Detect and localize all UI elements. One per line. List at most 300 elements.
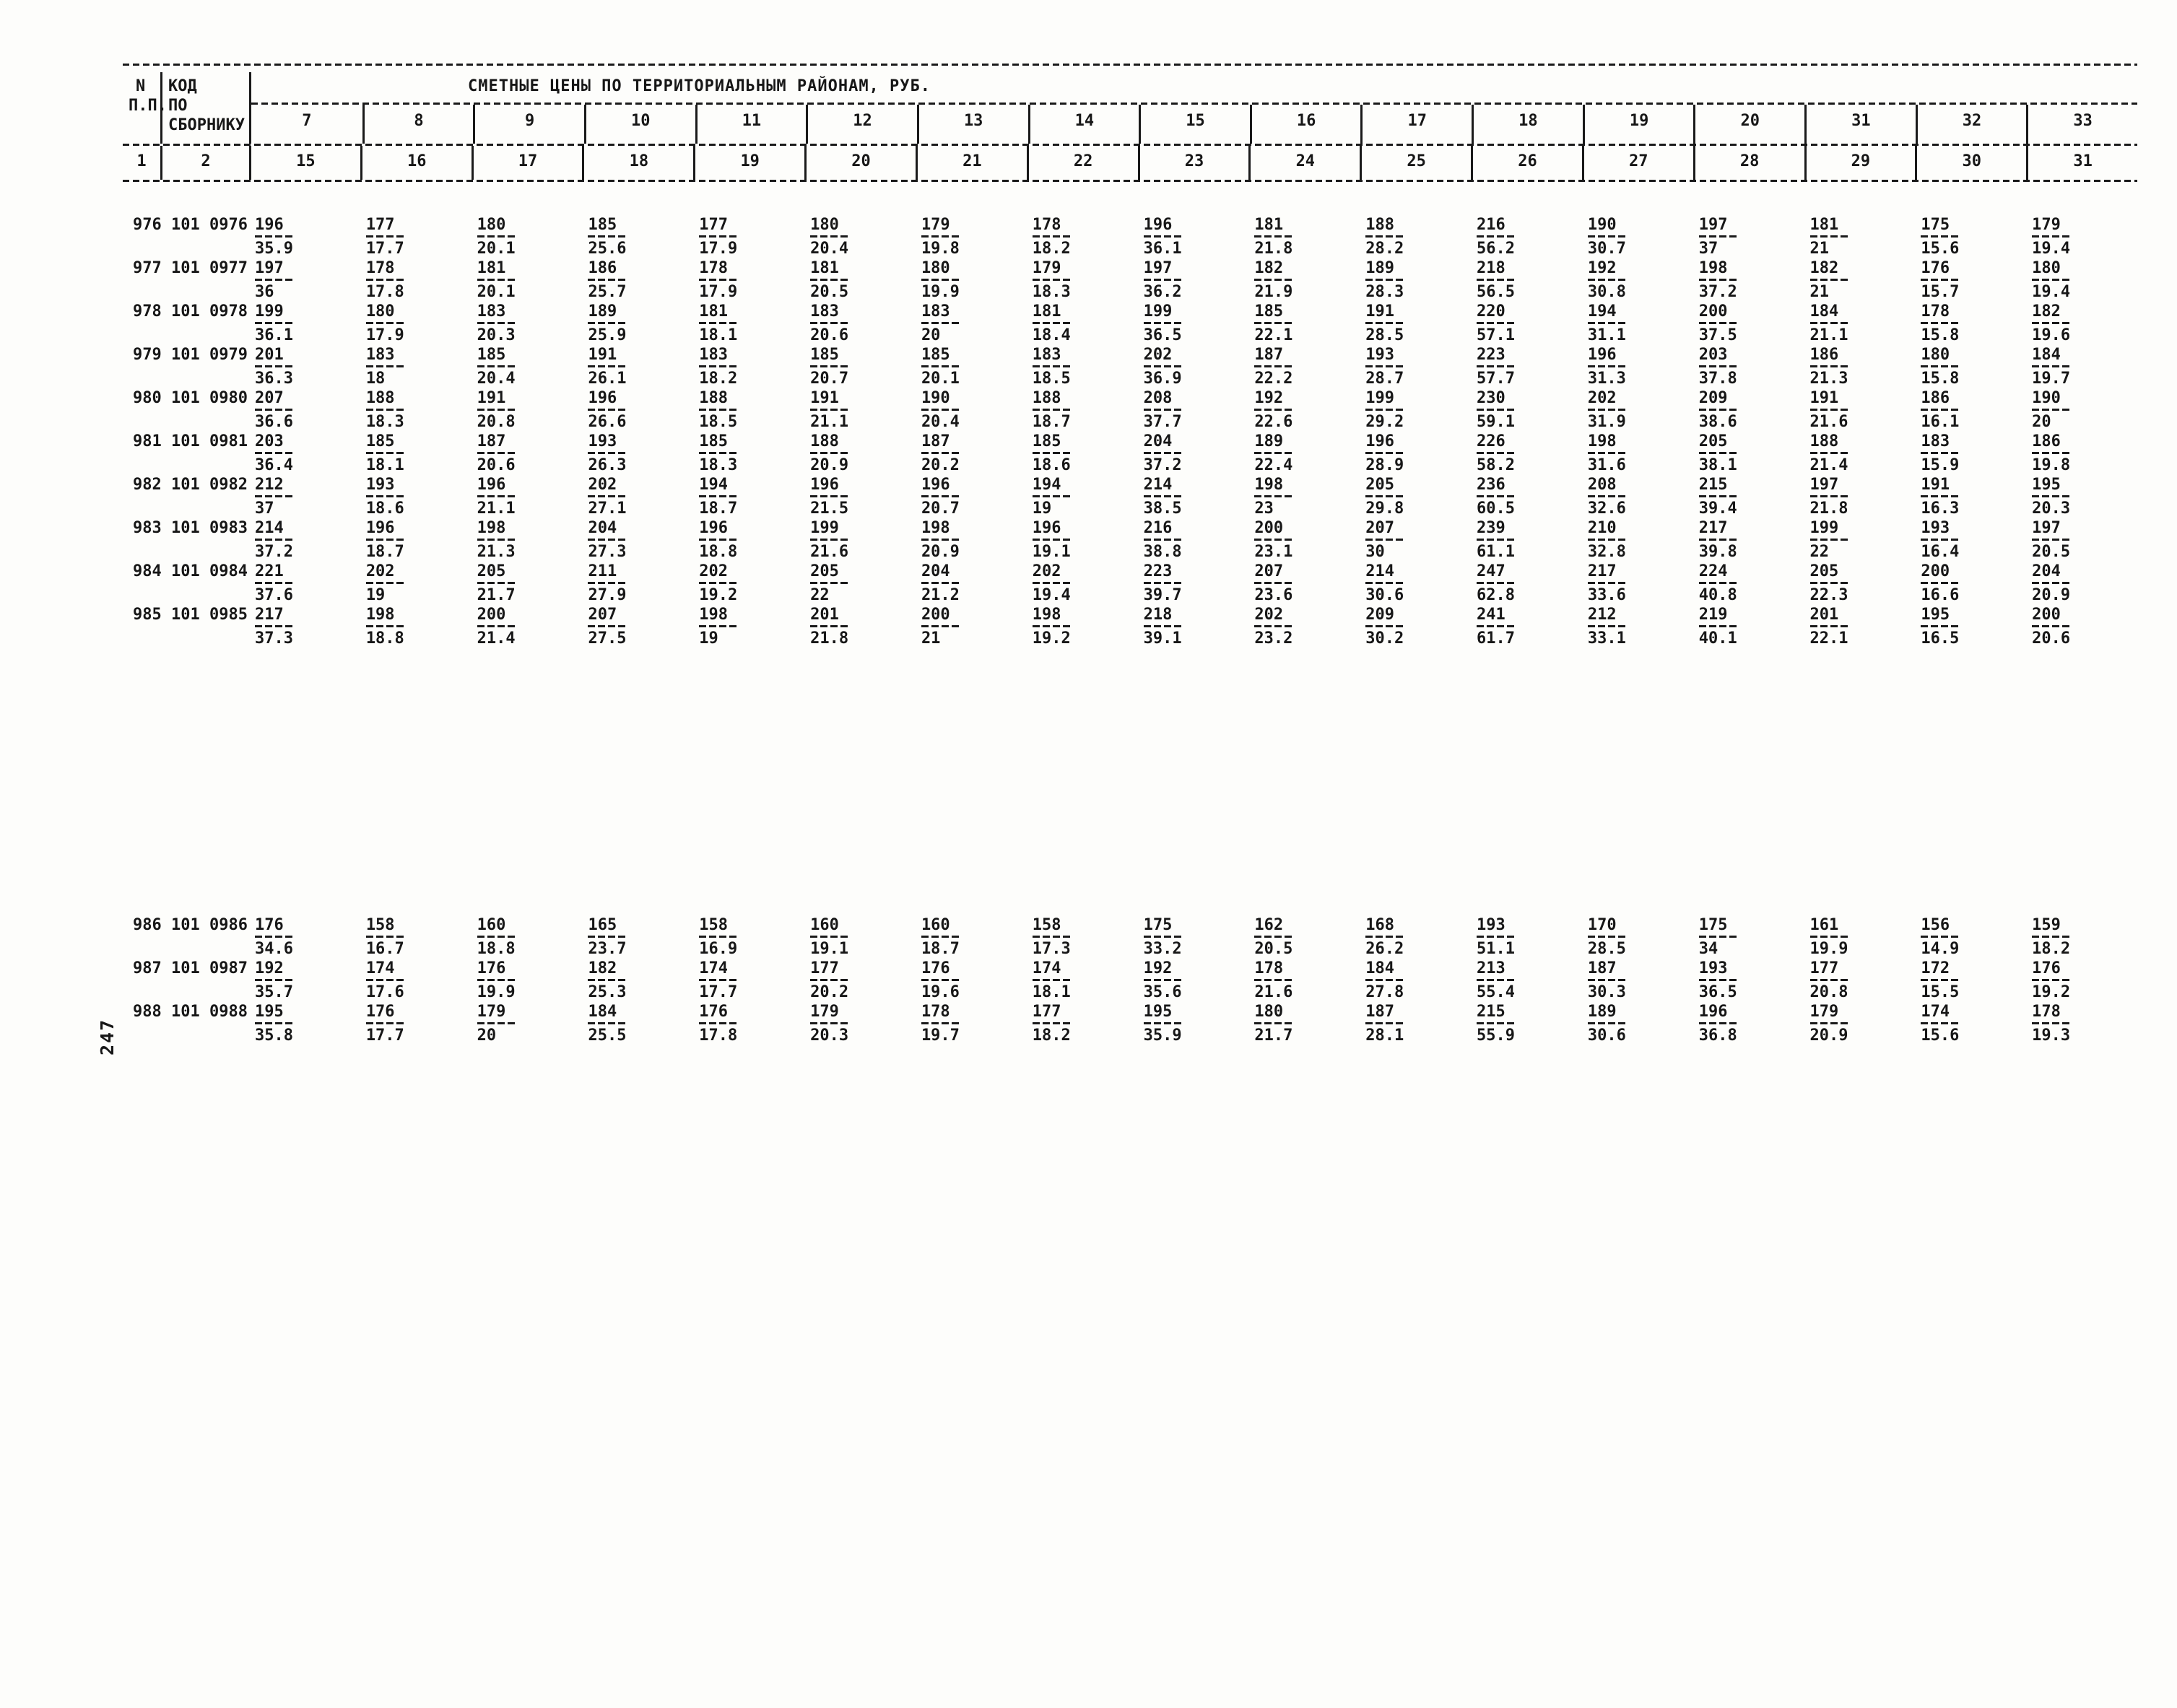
price-numerator: 187 (477, 432, 506, 450)
price-denominator: 21 (1809, 283, 1830, 301)
column-index-number: 17 (472, 146, 583, 180)
fraction-bar (1254, 539, 1293, 541)
price-denominator: 20 (921, 326, 941, 344)
fraction-bar (1254, 936, 1293, 938)
price-cell (1915, 1002, 2026, 1045)
fraction-bar (1699, 979, 1738, 981)
price-denominator: 21.4 (477, 629, 516, 648)
fraction-bar (1588, 235, 1627, 238)
price-cell (1582, 258, 1693, 302)
price-cell (472, 258, 583, 302)
price-cell (2026, 1002, 2137, 1045)
price-denominator: 21.4 (1809, 456, 1848, 474)
price-cell (249, 215, 360, 258)
price-denominator: 19.9 (921, 283, 960, 301)
price-cell (2026, 518, 2137, 562)
fraction-bar (366, 452, 405, 454)
price-cell (1582, 345, 1693, 388)
price-numerator: 182 (588, 959, 617, 977)
price-denominator: 25.7 (588, 283, 627, 301)
price-denominator: 19.7 (921, 1027, 960, 1045)
price-numerator: 205 (1698, 432, 1728, 450)
price-denominator: 35.7 (255, 983, 293, 1001)
fraction-bar (366, 979, 405, 981)
fraction-bar (1810, 279, 1849, 281)
fraction-bar (699, 582, 738, 584)
price-numerator: 186 (588, 259, 617, 277)
fraction-bar (1365, 279, 1404, 281)
price-denominator: 23.6 (1254, 586, 1293, 604)
price-numerator: 196 (1587, 346, 1617, 364)
fraction-bar (1365, 409, 1404, 411)
price-cell (472, 302, 583, 345)
price-cell (472, 432, 583, 475)
price-numerator: 176 (477, 959, 506, 977)
price-cell (1915, 345, 2026, 388)
column-index-number: 15 (249, 146, 360, 180)
price-cell (472, 388, 583, 432)
price-denominator: 21.5 (810, 500, 849, 518)
fraction-bar (255, 1022, 294, 1024)
price-numerator: 189 (588, 302, 617, 321)
price-cell (582, 562, 693, 605)
price-cell (1804, 432, 1916, 475)
price-denominator: 17.7 (365, 240, 404, 258)
fraction-bar (1144, 625, 1183, 627)
fraction-bar (1477, 539, 1516, 541)
price-cell (1360, 915, 1471, 959)
price-denominator: 20.7 (921, 500, 960, 518)
price-cell (360, 518, 472, 562)
price-numerator: 182 (2032, 302, 2061, 321)
fraction-bar (1810, 1022, 1849, 1024)
price-cell (1693, 518, 1804, 562)
price-denominator: 22.2 (1254, 370, 1293, 388)
price-denominator: 25.9 (588, 326, 627, 344)
fraction-bar (1033, 279, 1072, 281)
price-denominator: 37 (255, 500, 274, 518)
fraction-bar (1033, 979, 1072, 981)
column-index-number: 18 (582, 146, 693, 180)
district-column-header: 11 (695, 105, 807, 144)
price-denominator: 22.6 (1254, 413, 1293, 431)
price-numerator: 200 (2032, 606, 2061, 624)
price-numerator: 198 (699, 606, 729, 624)
price-cell (360, 475, 472, 518)
fraction-bar (1254, 235, 1293, 238)
col-header-npp (123, 72, 167, 144)
fraction-bar (1921, 452, 1960, 454)
price-numerator: 212 (1587, 606, 1617, 624)
fraction-bar (366, 322, 405, 324)
fraction-bar (1810, 235, 1849, 238)
fraction-bar (255, 365, 294, 367)
price-numerator: 183 (1032, 346, 1061, 364)
price-cell (1582, 475, 1693, 518)
price-cell (804, 302, 916, 345)
fraction-bar (699, 279, 738, 281)
price-denominator: 17.6 (365, 983, 404, 1001)
fraction-bar (810, 365, 849, 367)
district-column-header: 12 (806, 105, 917, 144)
price-denominator: 20.9 (810, 456, 849, 474)
fraction-bar (588, 452, 627, 454)
price-denominator: 18.1 (699, 326, 738, 344)
price-table (123, 64, 2137, 1045)
price-denominator: 18.2 (2032, 940, 2071, 958)
price-numerator: 162 (1254, 916, 1284, 934)
price-denominator: 60.5 (1477, 500, 1516, 518)
price-numerator: 180 (921, 259, 950, 277)
price-denominator: 36.1 (1143, 240, 1182, 258)
fraction-bar (366, 936, 405, 938)
row-code: 979 101 0979 (133, 346, 248, 364)
price-cell (1027, 432, 1138, 475)
price-numerator: 176 (699, 1003, 729, 1021)
price-cell (2026, 432, 2137, 475)
price-numerator: 183 (365, 346, 395, 364)
price-denominator: 21.7 (1254, 1027, 1293, 1045)
row-code: 988 101 0988 (133, 1003, 248, 1021)
price-cell (1248, 1002, 1360, 1045)
price-numerator: 158 (365, 916, 395, 934)
price-cell (1693, 562, 1804, 605)
price-denominator: 56.2 (1477, 240, 1516, 258)
price-numerator: 176 (921, 959, 950, 977)
price-numerator: 198 (1698, 259, 1728, 277)
fraction-bar (255, 936, 294, 938)
price-denominator: 55.4 (1477, 983, 1516, 1001)
price-cell (1693, 388, 1804, 432)
fraction-bar (1588, 539, 1627, 541)
price-numerator: 160 (477, 916, 506, 934)
price-denominator: 19.4 (1032, 586, 1071, 604)
price-cell (472, 345, 583, 388)
price-cell (1471, 432, 1582, 475)
fraction-bar (1588, 452, 1627, 454)
fraction-bar (921, 409, 960, 411)
price-numerator: 172 (1921, 959, 1950, 977)
fraction-bar (1588, 1022, 1627, 1024)
price-cell (2026, 475, 2137, 518)
price-cell (249, 302, 360, 345)
row-code: 985 101 0985 (133, 606, 248, 624)
fraction-bar (366, 279, 405, 281)
price-cell (1693, 915, 1804, 959)
fraction-bar (366, 365, 405, 367)
table-row (123, 1002, 2137, 1045)
table-body (123, 215, 2137, 1045)
fraction-bar (810, 1022, 849, 1024)
price-denominator: 61.1 (1477, 543, 1516, 561)
price-numerator: 178 (921, 1003, 950, 1021)
price-numerator: 198 (1032, 606, 1061, 624)
district-column-header: 13 (917, 105, 1028, 144)
price-denominator: 40.8 (1698, 586, 1737, 604)
price-numerator: 193 (1698, 959, 1728, 977)
fraction-bar (255, 409, 294, 411)
price-numerator: 180 (1921, 346, 1950, 364)
price-denominator: 28.7 (1365, 370, 1404, 388)
price-numerator: 184 (1365, 959, 1394, 977)
price-numerator: 226 (1477, 432, 1505, 450)
price-cell (1138, 432, 1249, 475)
fraction-bar (921, 452, 960, 454)
price-cell (916, 605, 1027, 648)
price-denominator: 23 (1254, 500, 1274, 518)
fraction-bar (1033, 539, 1072, 541)
price-cell (1248, 518, 1360, 562)
price-cell (1471, 215, 1582, 258)
price-cell (582, 215, 693, 258)
price-denominator: 20.3 (477, 326, 516, 344)
price-denominator: 25.5 (588, 1027, 627, 1045)
price-denominator: 19.7 (2032, 370, 2071, 388)
price-cell (804, 432, 916, 475)
price-cell (1471, 1002, 1582, 1045)
fraction-bar (1699, 625, 1738, 627)
fraction-bar (1254, 322, 1293, 324)
price-numerator: 185 (1254, 302, 1284, 321)
price-denominator: 17.9 (699, 283, 738, 301)
price-denominator: 20 (477, 1027, 497, 1045)
price-numerator: 185 (810, 346, 839, 364)
fraction-bar (255, 625, 294, 627)
price-numerator: 178 (365, 259, 395, 277)
price-numerator: 176 (2032, 959, 2061, 977)
fraction-bar (588, 322, 627, 324)
price-cell (804, 518, 916, 562)
price-denominator: 57.1 (1477, 326, 1516, 344)
fraction-bar (1365, 365, 1404, 367)
price-denominator: 28.3 (1365, 283, 1404, 301)
price-denominator: 28.1 (1365, 1027, 1404, 1045)
price-denominator: 20.6 (2032, 629, 2071, 648)
fraction-bar (1588, 582, 1627, 584)
npp-line2: П.П. (129, 97, 167, 115)
fraction-bar (1365, 452, 1404, 454)
price-denominator: 21.9 (1254, 283, 1293, 301)
price-cell (1582, 605, 1693, 648)
fraction-bar (1144, 279, 1183, 281)
price-numerator: 200 (921, 606, 950, 624)
fraction-bar (1477, 235, 1516, 238)
fraction-bar (366, 582, 405, 584)
price-cell (249, 605, 360, 648)
price-denominator: 19.4 (2032, 240, 2071, 258)
price-numerator: 196 (477, 476, 506, 494)
price-numerator: 197 (1698, 216, 1728, 234)
price-denominator: 36.9 (1143, 370, 1182, 388)
price-numerator: 176 (255, 916, 284, 934)
price-cell (1360, 432, 1471, 475)
price-cell (1804, 475, 1916, 518)
district-column-header: 19 (1583, 105, 1694, 144)
price-numerator: 202 (1143, 346, 1173, 364)
price-numerator: 189 (1254, 432, 1284, 450)
price-numerator: 203 (255, 432, 284, 450)
fraction-bar (1921, 539, 1960, 541)
price-cell (2026, 258, 2137, 302)
price-denominator: 30.8 (1587, 283, 1626, 301)
price-denominator: 16.4 (1921, 543, 1960, 561)
fraction-bar (588, 936, 627, 938)
price-cell (693, 915, 804, 959)
price-denominator: 39.1 (1143, 629, 1182, 648)
price-denominator: 16.5 (1921, 629, 1960, 648)
price-numerator: 236 (1477, 476, 1505, 494)
price-denominator: 20.3 (2032, 500, 2071, 518)
price-denominator: 39.7 (1143, 586, 1182, 604)
price-numerator: 177 (810, 959, 839, 977)
price-cell (1693, 959, 1804, 1002)
price-denominator: 17.8 (699, 1027, 738, 1045)
fraction-bar (1921, 365, 1960, 367)
fraction-bar (699, 409, 738, 411)
price-denominator: 20.4 (477, 370, 516, 388)
price-cell (1027, 605, 1138, 648)
table-row (123, 518, 2137, 562)
fraction-bar (921, 979, 960, 981)
price-numerator: 179 (1809, 1003, 1839, 1021)
price-numerator: 181 (1254, 216, 1284, 234)
fraction-bar (588, 409, 627, 411)
fraction-bar (1033, 235, 1072, 238)
fraction-bar (810, 452, 849, 454)
price-denominator: 20.9 (2032, 586, 2071, 604)
price-denominator: 30.6 (1587, 1027, 1626, 1045)
price-numerator: 193 (1477, 916, 1505, 934)
price-cell (1360, 215, 1471, 258)
price-cell (693, 215, 804, 258)
price-numerator: 230 (1477, 389, 1505, 407)
price-numerator: 175 (1143, 916, 1173, 934)
price-numerator: 247 (1477, 562, 1505, 580)
price-denominator: 38.6 (1698, 413, 1737, 431)
price-cell (2026, 605, 2137, 648)
price-denominator: 21.8 (1254, 240, 1293, 258)
price-cell (1582, 1002, 1693, 1045)
fraction-bar (1365, 1022, 1404, 1024)
price-denominator: 15.6 (1921, 240, 1960, 258)
fraction-bar (921, 1022, 960, 1024)
price-numerator: 174 (1032, 959, 1061, 977)
district-column-header: 8 (362, 105, 474, 144)
fraction-bar (255, 452, 294, 454)
price-cell (916, 388, 1027, 432)
row-code: 984 101 0984 (133, 562, 248, 580)
price-cell (1804, 915, 1916, 959)
fraction-bar (1033, 409, 1072, 411)
price-denominator: 18.5 (699, 413, 738, 431)
price-denominator: 37 (1698, 240, 1718, 258)
price-numerator: 187 (921, 432, 950, 450)
price-numerator: 188 (1032, 389, 1061, 407)
column-index-number: 26 (1471, 146, 1582, 180)
price-numerator: 156 (1921, 916, 1950, 934)
fraction-bar (1477, 582, 1516, 584)
table-row (123, 915, 2137, 959)
price-denominator: 19.1 (1032, 543, 1071, 561)
fraction-bar (1477, 495, 1516, 497)
price-numerator: 224 (1698, 562, 1728, 580)
fraction-bar (588, 625, 627, 627)
price-denominator: 21.8 (1809, 500, 1848, 518)
price-numerator: 178 (1032, 216, 1061, 234)
price-numerator: 191 (1365, 302, 1394, 321)
price-denominator: 27.5 (588, 629, 627, 648)
price-cell (249, 345, 360, 388)
price-denominator: 34.6 (255, 940, 293, 958)
fraction-bar (1699, 409, 1738, 411)
fraction-bar (810, 495, 849, 497)
price-denominator: 19.2 (1032, 629, 1071, 648)
fraction-bar (366, 495, 405, 497)
price-numerator: 204 (921, 562, 950, 580)
price-cell (249, 475, 360, 518)
price-denominator: 20.8 (1809, 983, 1848, 1001)
price-cell (1360, 388, 1471, 432)
fraction-bar (1254, 452, 1293, 454)
price-numerator: 208 (1143, 389, 1173, 407)
price-cell (804, 258, 916, 302)
row-code: 981 101 0981 (133, 432, 248, 450)
price-cell (1915, 475, 2026, 518)
price-denominator: 16.3 (1921, 500, 1960, 518)
price-numerator: 183 (921, 302, 950, 321)
fraction-bar (1477, 979, 1516, 981)
price-denominator: 16.9 (699, 940, 738, 958)
fraction-bar (477, 322, 516, 324)
fraction-bar (1144, 452, 1183, 454)
price-denominator: 17.9 (699, 240, 738, 258)
price-denominator: 36 (255, 283, 274, 301)
fraction-bar (1144, 539, 1183, 541)
price-denominator: 23.7 (588, 940, 627, 958)
price-denominator: 55.9 (1477, 1027, 1516, 1045)
price-cell (249, 562, 360, 605)
fraction-bar (1033, 495, 1072, 497)
price-cell (472, 959, 583, 1002)
price-cell (2026, 915, 2137, 959)
fraction-bar (255, 495, 294, 497)
price-denominator: 33.6 (1587, 586, 1626, 604)
price-cell (916, 258, 1027, 302)
fraction-bar (2032, 365, 2071, 367)
fraction-bar (2032, 1022, 2071, 1024)
price-numerator: 179 (1032, 259, 1061, 277)
price-cell (1471, 518, 1582, 562)
price-numerator: 191 (1809, 389, 1839, 407)
price-numerator: 199 (1143, 302, 1173, 321)
price-numerator: 215 (1698, 476, 1728, 494)
fraction-bar (255, 539, 294, 541)
price-cell (360, 605, 472, 648)
price-denominator: 20.5 (2032, 543, 2071, 561)
price-numerator: 202 (1032, 562, 1061, 580)
price-denominator: 40.1 (1698, 629, 1737, 648)
fraction-bar (1699, 235, 1738, 238)
price-cell (1693, 475, 1804, 518)
price-cell (916, 915, 1027, 959)
price-cell (1138, 562, 1249, 605)
price-numerator: 192 (1587, 259, 1617, 277)
price-cell (582, 432, 693, 475)
price-cell (1360, 345, 1471, 388)
row-code: 987 101 0987 (133, 959, 248, 977)
price-denominator: 19.2 (2032, 983, 2071, 1001)
price-denominator: 19.2 (699, 586, 738, 604)
